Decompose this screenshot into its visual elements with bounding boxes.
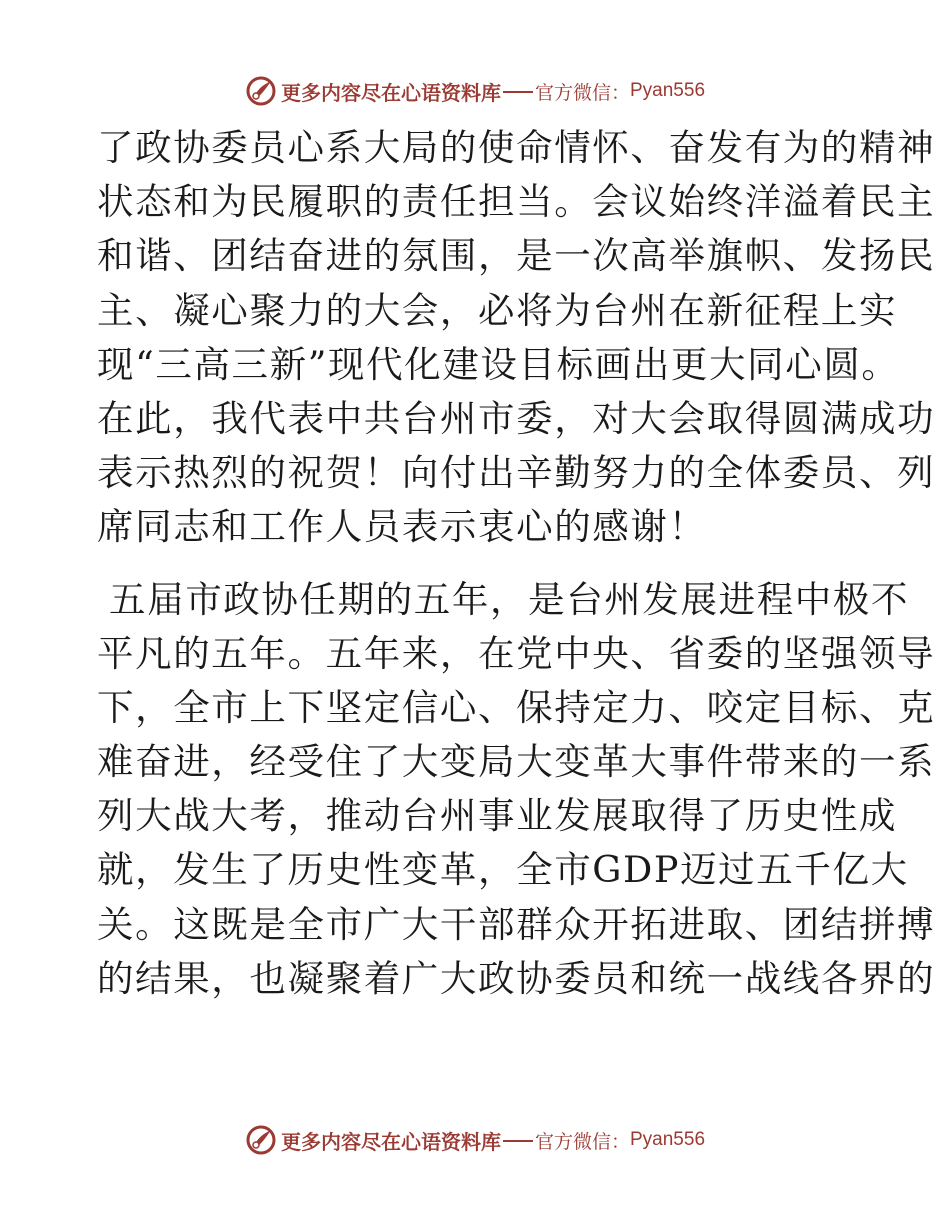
text-line: 状态和为民履职的责任担当。会议始终洋溢着民主	[97, 180, 936, 224]
header-contact-label: 官方微信：	[534, 81, 630, 104]
header-promo-text: 更多内容尽在心语资料库	[280, 80, 501, 105]
text-line: 了政协委员心系大局的使命情怀、奋发有为的精神	[97, 126, 936, 169]
footer-banner	[0, 1120, 950, 1160]
document-body	[97, 121, 936, 1006]
text-line: 和谐、团结奋进的氛围，是一次高举旗帜、发扬民	[97, 234, 936, 278]
paragraph-1	[97, 121, 936, 555]
logo-icon	[245, 75, 277, 107]
header-banner	[0, 71, 950, 111]
text-line: 席同志和工作人员表示衷心的感谢！	[97, 505, 707, 549]
footer-dash	[503, 1140, 533, 1142]
text-line: 五届市政协任期的五年，是台州发展进程中极不	[109, 577, 910, 621]
text-line: 现“三高三新”现代化建设目标画出更大同心圆。	[97, 342, 900, 386]
text-line: 难奋进，经受住了大变局大变革大事件带来的一系	[97, 740, 936, 784]
text-line: 的结果，也凝聚着广大政协委员和统一战线各界的	[97, 956, 936, 1000]
text-line: 主、凝心聚力的大会，必将为台州在新征程上实	[97, 288, 898, 332]
text-line: 就，发生了历史性变革，全市GDP迈过五千亿大	[97, 848, 909, 892]
header-contact-handle: Pyan556	[630, 80, 706, 101]
text-line: 下，全市上下坚定信心、保持定力、咬定目标、克	[97, 685, 936, 729]
footer-contact-label: 官方微信：	[534, 1130, 630, 1153]
logo-icon	[245, 1124, 277, 1156]
header-dash	[503, 91, 533, 93]
footer-contact-handle: Pyan556	[630, 1129, 706, 1150]
text-line: 表示热烈的祝贺！向付出辛勤努力的全体委员、列	[97, 451, 936, 495]
text-line: 在此，我代表中共台州市委，对大会取得圆满成功	[97, 396, 936, 440]
text-line: 列大战大考，推动台州事业发展取得了历史性成	[97, 794, 898, 838]
paragraph-2	[97, 573, 936, 1007]
text-line: 关。这既是全市广大干部群众开拓进取、团结拼搏	[97, 902, 936, 946]
footer-promo-text: 更多内容尽在心语资料库	[280, 1129, 501, 1154]
text-line: 平凡的五年。五年来，在党中央、省委的坚强领导	[97, 631, 936, 675]
